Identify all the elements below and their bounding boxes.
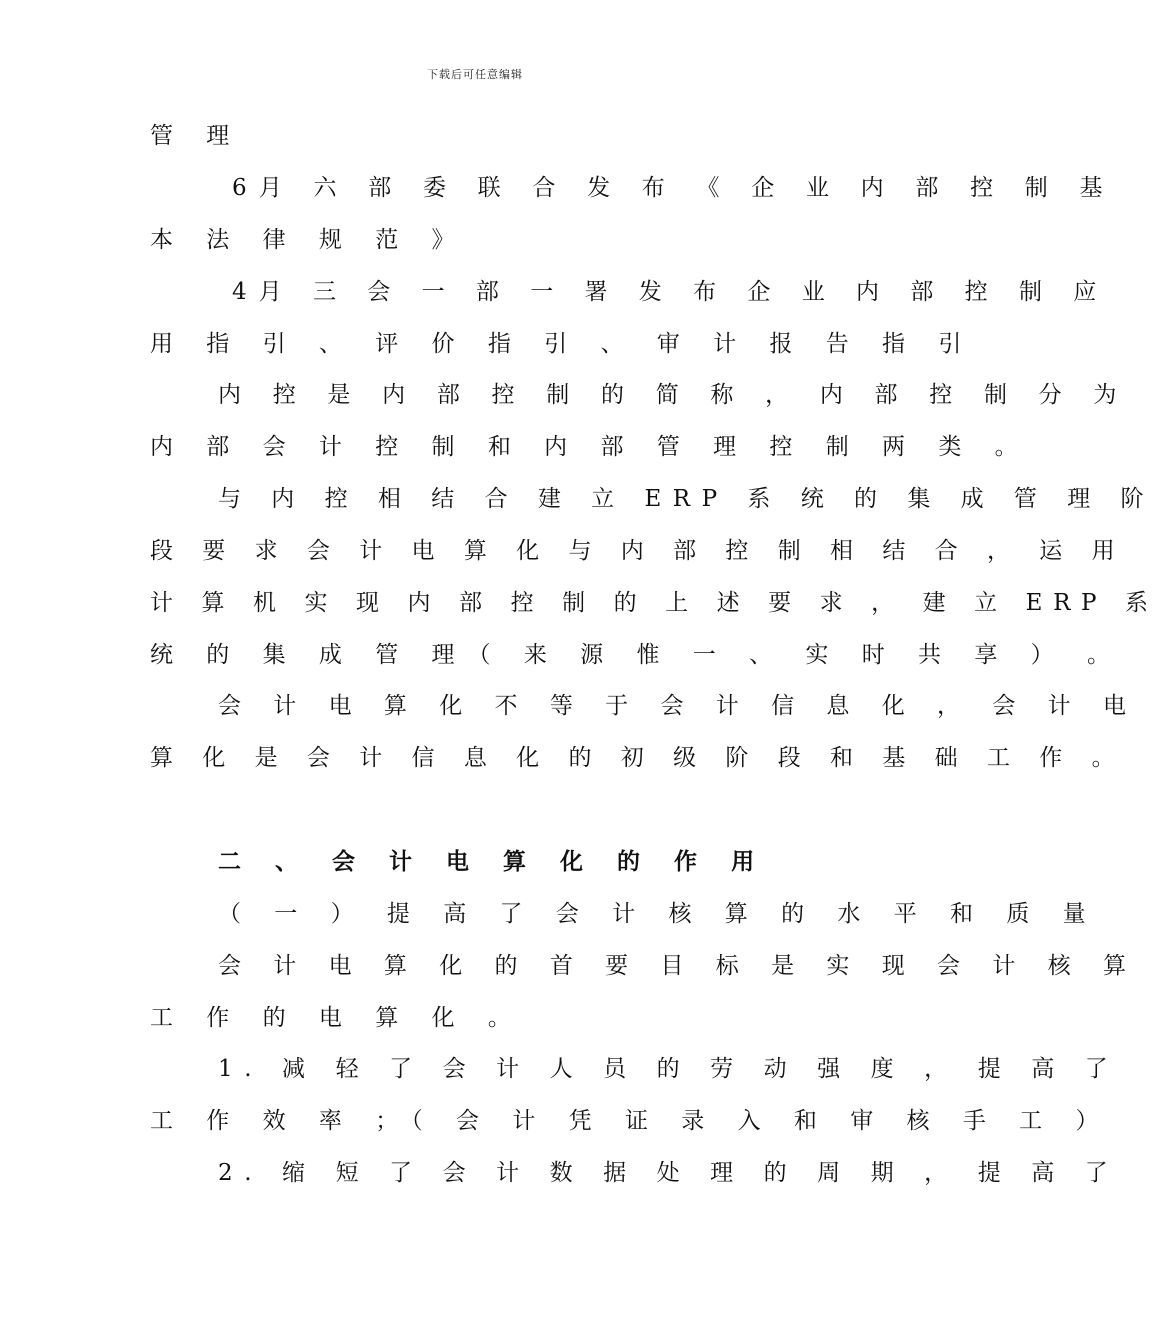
text-line: 管 理 <box>150 123 243 149</box>
text-line: 统 的 集 成 管 理（ 来 源 惟 一 、 实 时 共 享 ） 。 <box>150 642 1123 668</box>
page-header: 下载后可任意编辑 <box>427 68 523 81</box>
text-line: 会 计 电 算 化 不 等 于 会 计 信 息 化 ， 会 计 电 <box>218 693 1139 719</box>
subsection-heading: （ 一 ） 提 高 了 会 计 核 算 的 水 平 和 质 量 <box>218 901 1099 927</box>
text-line: 工 作 的 电 算 化 。 <box>150 1005 524 1031</box>
text-line: 内 部 会 计 控 制 和 内 部 管 理 控 制 两 类 。 <box>150 434 1031 460</box>
text-line: 与 内 控 相 结 合 建 立 ERP 系 统 的 集 成 管 理 阶 <box>218 486 1156 512</box>
text-line: 算 化 是 会 计 信 息 化 的 初 级 阶 段 和 基 础 工 作 。 <box>150 745 1126 771</box>
text-line: 计 算 机 实 现 内 部 控 制 的 上 述 要 求 ， 建 立 ERP 系 <box>150 590 1159 616</box>
text-line: 内 控 是 内 部 控 制 的 简 称 ， 内 部 控 制 分 为 <box>218 382 1129 408</box>
text-line: 2. 缩 短 了 会 计 数 据 处 理 的 周 期 ， 提 高 了 <box>218 1160 1120 1186</box>
text-line: 1. 减 轻 了 会 计 人 员 的 劳 动 强 度 ， 提 高 了 <box>218 1056 1120 1082</box>
text-line: 工 作 效 率 ；（ 会 计 凭 证 录 入 和 审 核 手 工 ） <box>150 1108 1112 1134</box>
text-line: 用 指 引 、 评 价 指 引 、 审 计 报 告 指 引 <box>150 331 975 357</box>
text-line: 段 要 求 会 计 电 算 化 与 内 部 控 制 相 结 合 ， 运 用 <box>150 538 1126 564</box>
section-heading: 二 、 会 计 电 算 化 的 作 用 <box>218 848 768 875</box>
text-line: 6月 六 部 委 联 合 发 布 《 企 业 内 部 控 制 基 <box>232 175 1115 201</box>
text-line: 4月 三 会 一 部 一 署 发 布 企 业 内 部 控 制 应 <box>232 279 1109 305</box>
text-line: 本 法 律 规 范 》 <box>150 227 468 253</box>
text-line: 会 计 电 算 化 的 首 要 目 标 是 实 现 会 计 核 算 <box>218 953 1139 979</box>
